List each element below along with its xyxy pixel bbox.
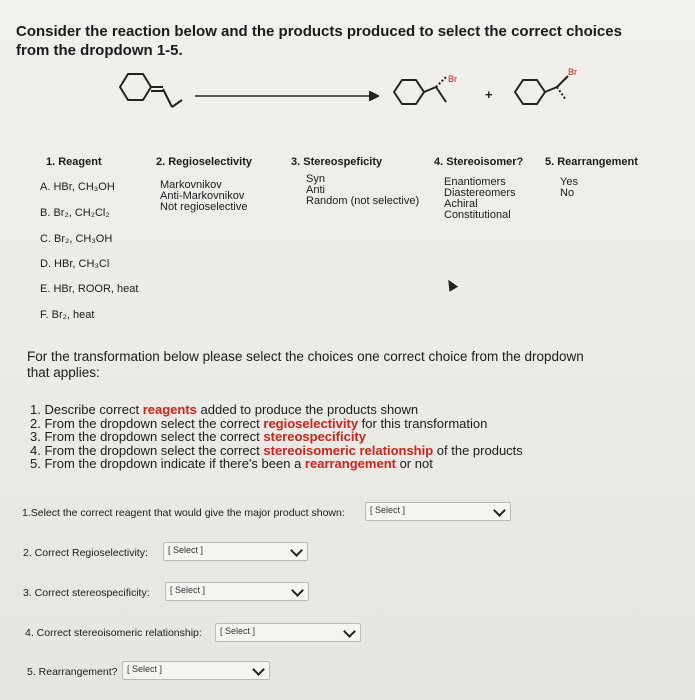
q2-regioselectivity-select[interactable] [163, 542, 308, 561]
stereo-option: Anti [306, 184, 325, 196]
step-4: 4. From the dropdown select the correct stereoisomeric relationship of the products [30, 442, 523, 458]
q3-label: 3. Correct stereospecificity: [23, 587, 150, 599]
isomer-option: Enantiomers [444, 176, 506, 188]
reaction-arrowhead [370, 92, 378, 100]
isomer-option: Constitutional [444, 209, 511, 221]
q5-label: 5. Rearrangement? [27, 666, 118, 678]
reagent-option-e: E. HBr, ROOR, heat [40, 283, 139, 295]
stereo-option: Syn [306, 173, 325, 185]
stereo-option: Random (not selective) [306, 195, 420, 207]
product2-br-bond [557, 76, 568, 87]
reaction-scheme [0, 62, 695, 132]
q1-reagent-select[interactable] [365, 502, 511, 521]
question-title: Consider the reaction below and the products produced to select the correct choices from the dropdown 1-5. [16, 23, 622, 59]
mouse-cursor-icon [444, 277, 458, 292]
instruction-steps [30, 403, 670, 471]
reagent-header: 1. Reagent [46, 156, 102, 168]
chevron-down-icon [291, 584, 304, 597]
q1-label: 1.Select the correct reagent that would give the major product shown: [22, 507, 345, 519]
reactant-ring [120, 74, 151, 100]
rearr-option: Yes [560, 176, 578, 188]
regio-option: Not regioselective [160, 201, 248, 213]
q3-stereospecificity-select[interactable] [165, 582, 309, 601]
stereoisomer-options [444, 177, 516, 221]
reactant-methyl [163, 89, 172, 107]
product1-br-label: Br [448, 74, 457, 84]
q4-label: 4. Correct stereoisomeric relationship: [25, 627, 202, 639]
step-5: 5. From the dropdown indicate if there's been a rearrangement or not [30, 456, 433, 471]
stereoisomer-header: 4. Stereoisomer? [434, 156, 524, 168]
regioselectivity-options [160, 180, 247, 213]
product2-br-label: Br [568, 67, 577, 77]
rearr-option: No [560, 187, 575, 199]
step-3: 3. From the dropdown select the correct stereospecificity [30, 429, 366, 444]
q2-select-value: [ Select ] [168, 545, 204, 555]
stereospecificity-options [306, 174, 419, 207]
q4-select-value: [ Select ] [220, 626, 256, 636]
q5-rearrangement-select[interactable] [122, 661, 270, 680]
stereospecificity-header: 3. Stereospeficity [291, 156, 383, 168]
chevron-down-icon [252, 663, 265, 676]
reagent-option-b: B. Br₂, CH₂Cl₂ [40, 207, 110, 219]
product1-wedge [436, 76, 447, 87]
product2-wedge [557, 87, 566, 100]
product2-ring [515, 80, 545, 104]
reactant-methyl-2 [172, 100, 182, 107]
chevron-down-icon [493, 504, 506, 517]
isomer-option: Achiral [444, 198, 478, 210]
reagent-option-a: A. HBr, CH₃OH [40, 181, 115, 193]
q2-label: 2. Correct Regioselectivity: [23, 547, 148, 559]
product1-ring [394, 80, 424, 104]
product1-methyl [436, 87, 446, 102]
chevron-down-icon [343, 625, 356, 638]
chevron-down-icon [290, 544, 303, 557]
q5-select-value: [ Select ] [127, 664, 163, 674]
step-2: 2. From the dropdown select the correct regioselectivity for this transformation [30, 415, 488, 431]
product2-bond [545, 87, 557, 92]
reagent-option-d: D. HBr, CH₃Cl [40, 258, 110, 270]
product1-bond [424, 87, 436, 92]
plus-sign: + [485, 87, 493, 102]
q3-select-value: [ Select ] [170, 585, 206, 595]
regio-option: Markovnikov [160, 179, 222, 191]
q1-select-value: [ Select ] [370, 505, 406, 515]
regioselectivity-header: 2. Regioselectivity [156, 156, 252, 168]
reagent-option-f: F. Br₂, heat [40, 309, 95, 321]
q4-stereoisomer-select[interactable] [215, 623, 361, 642]
rearrangement-options [560, 177, 578, 199]
regio-option: Anti-Markovnikov [160, 190, 245, 202]
reagent-option-c: C. Br₂, CH₃OH [40, 233, 113, 245]
instructions-intro: For the transformation below please select the choices one correct choice from the dropdown that applies: [27, 349, 584, 380]
isomer-option: Diastereomers [444, 187, 516, 199]
rearrangement-header: 5. Rearrangement [545, 156, 638, 168]
step-1: 1. Describe correct reagents added to produce the products shown [30, 402, 419, 417]
